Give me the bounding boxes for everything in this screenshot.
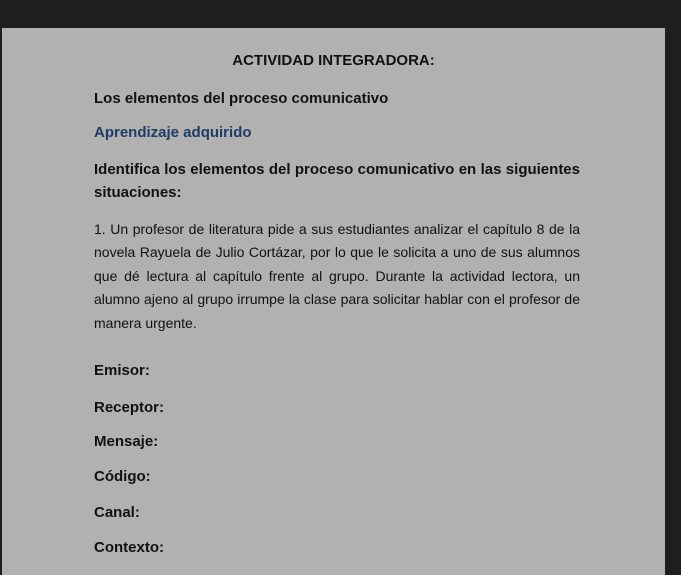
emisor-label: Emisor: bbox=[94, 362, 150, 379]
instruction-text: Identifica los elementos del proceso comunicativo en las siguientes situaciones: bbox=[94, 161, 580, 201]
contexto-label: Contexto: bbox=[94, 539, 164, 556]
document-page bbox=[2, 28, 665, 575]
mensaje-label: Mensaje: bbox=[94, 433, 159, 450]
situation-paragraph: 1. Un profesor de literatura pide a sus estudiantes analizar el capítulo 8 de la novela Rayuela de Julio Cortázar, por lo que le solicita a uno de sus alumnos que dé lectura al capítulo frente al grupo. Durante la actividad lectora, un alumno ajeno al grupo irrumpe la clase para solicitar hablar con el profesor de manera urgente. bbox=[94, 221, 580, 331]
codigo-label: Código: bbox=[94, 468, 151, 485]
receptor-label: Receptor: bbox=[94, 399, 165, 416]
topic-heading: Los elementos del proceso comunicativo bbox=[94, 90, 389, 107]
canal-label: Canal: bbox=[94, 504, 140, 521]
document-title: ACTIVIDAD INTEGRADORA: bbox=[232, 52, 435, 69]
learning-heading: Aprendizaje adquirido bbox=[94, 124, 252, 141]
